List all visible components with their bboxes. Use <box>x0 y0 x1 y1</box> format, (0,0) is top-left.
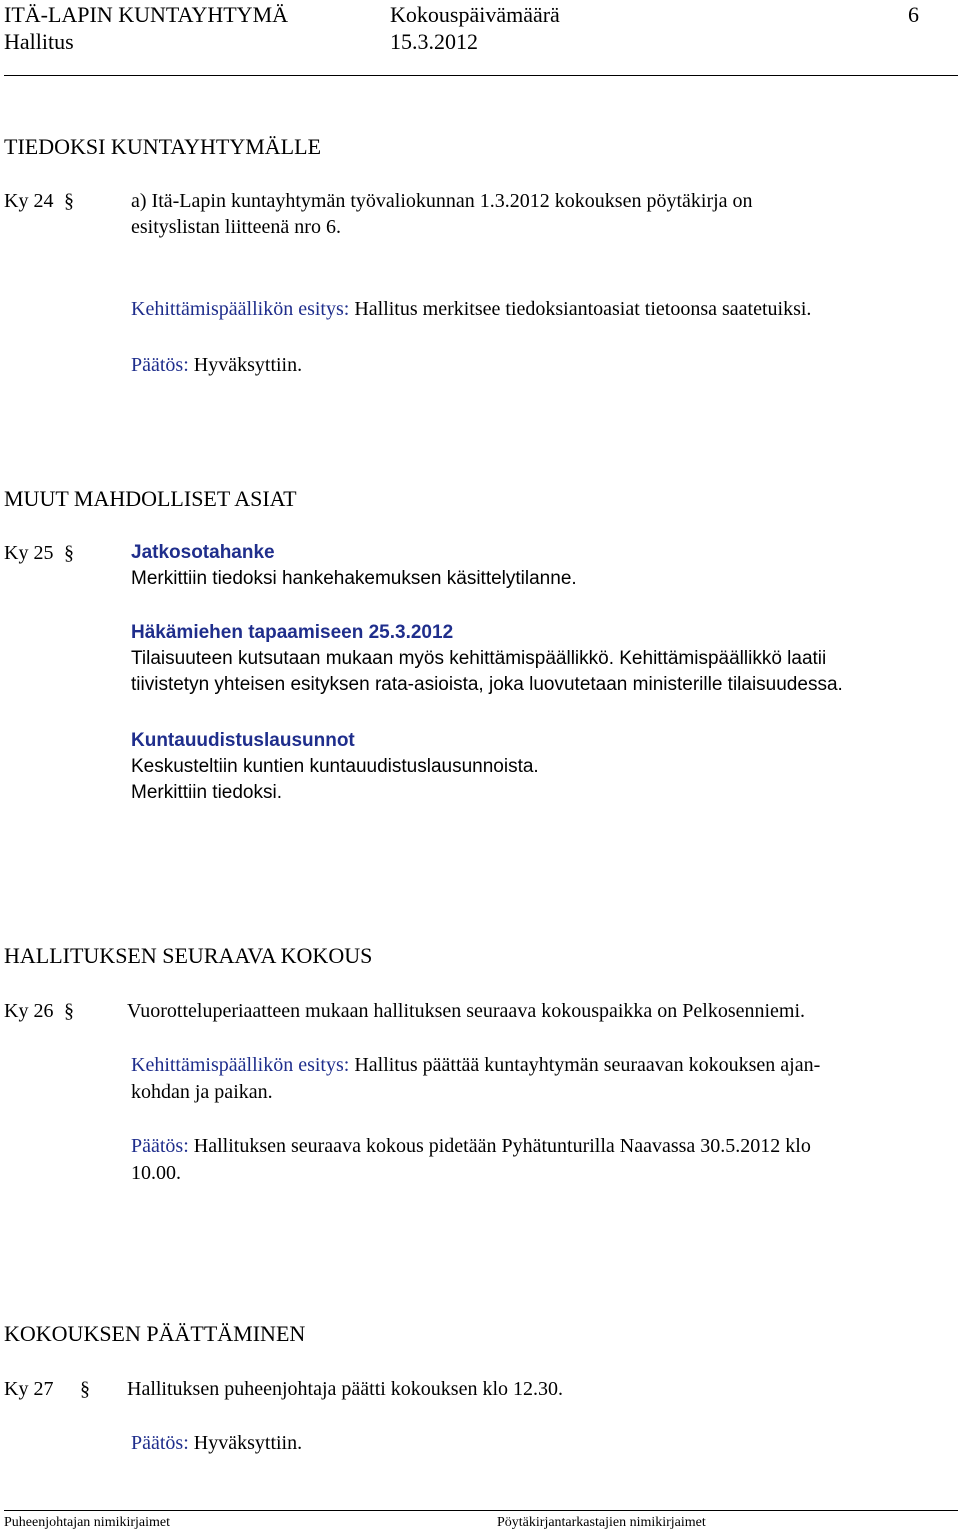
org-name: ITÄ-LAPIN KUNTAYHTYMÄ <box>4 2 289 27</box>
footer-rule <box>4 1510 958 1511</box>
item-number-ky25: Ky 25 <box>4 542 54 564</box>
body-name: Hallitus <box>4 29 74 54</box>
subheading-hakamiehen: Häkämiehen tapaamiseen 25.3.2012 <box>131 622 454 643</box>
paragraph-line: Merkittiin tiedoksi. <box>131 782 282 803</box>
decision-line <box>131 1134 811 1158</box>
decision-label: Päätös: <box>131 354 189 376</box>
decision-text: Hyväksyttiin. <box>188 354 303 376</box>
section-title-hallituksen: HALLITUKSEN SEURAAVA KOKOUS <box>4 943 373 968</box>
item-text-line-2: esityslistan liitteenä nro 6. <box>131 216 341 238</box>
section-mark: § <box>64 1000 74 1022</box>
decision-text: Hyväksyttiin. <box>188 1432 303 1454</box>
decision-label: Päätös: <box>131 1432 189 1454</box>
proposal-line <box>131 1053 820 1077</box>
section-title-tiedoksi: TIEDOKSI KUNTAYHTYMÄLLE <box>4 134 322 159</box>
meeting-date: 15.3.2012 <box>390 29 478 54</box>
decision-line <box>131 1431 302 1455</box>
item-text-line-1: a) Itä-Lapin kuntayhtymän työvaliokunnan 1.3.2012 kokouksen pöytäkirja on <box>131 190 753 212</box>
item-number-ky24: Ky 24 <box>4 190 54 212</box>
proposal-line <box>131 297 811 321</box>
decision-line <box>131 353 302 377</box>
decision-line-2: 10.00. <box>131 1162 181 1184</box>
item-number-ky26: Ky 26 <box>4 1000 54 1022</box>
section-title-kokouksen: KOKOUKSEN PÄÄTTÄMINEN <box>4 1321 306 1346</box>
paragraph-line: Tilaisuuteen kutsutaan mukaan myös kehittämispäällikkö. Kehittämispäällikkö laatii <box>131 648 827 669</box>
footer-chair-initials: Puheenjohtajan nimikirjaimet <box>4 1515 171 1530</box>
section-mark: § <box>64 542 74 564</box>
section-mark: § <box>80 1378 90 1400</box>
header-rule <box>4 75 958 76</box>
proposal-text: Hallitus päättää kuntayhtymän seuraavan kokouksen ajan- <box>349 1054 821 1076</box>
page-number: 6 <box>908 2 919 27</box>
item-text-line-1: Vuorotteluperiaatteen mukaan hallituksen seuraava kokouspaikka on Pelkosenniemi. <box>127 1000 806 1022</box>
subheading-kuntauudistus: Kuntauudistuslausunnot <box>131 730 355 751</box>
date-label: Kokouspäivämäärä <box>390 2 560 27</box>
paragraph-line: Keskusteltiin kuntien kuntauudistuslausunnoista. <box>131 756 539 777</box>
section-title-muut: MUUT MAHDOLLISET ASIAT <box>4 486 297 511</box>
proposal-text: Hallitus merkitsee tiedoksiantoasiat tietoonsa saatetuiksi. <box>349 298 812 320</box>
proposal-label: Kehittämispäällikön esitys: <box>131 298 350 320</box>
subheading-jatkosotahanke: Jatkosotahanke <box>131 542 275 563</box>
item-number-ky27: Ky 27 <box>4 1378 54 1400</box>
decision-label: Päätös: <box>131 1135 189 1157</box>
proposal-line-2: kohdan ja paikan. <box>131 1081 273 1103</box>
footer-inspector-initials: Pöytäkirjantarkastajien nimikirjaimet <box>497 1515 706 1530</box>
item-text-line-1: Hallituksen puheenjohtaja päätti kokouksen klo 12.30. <box>127 1378 564 1400</box>
decision-text: Hallituksen seuraava kokous pidetään Pyhätunturilla Naavassa 30.5.2012 klo <box>188 1135 811 1157</box>
paragraph-line: Merkittiin tiedoksi hankehakemuksen käsittelytilanne. <box>131 568 577 589</box>
paragraph-line: tiivistetyn yhteisen esityksen rata-asioista, joka luovutetaan ministerille tilaisuudessa. <box>131 674 843 695</box>
section-mark: § <box>64 190 74 212</box>
proposal-label: Kehittämispäällikön esitys: <box>131 1054 350 1076</box>
